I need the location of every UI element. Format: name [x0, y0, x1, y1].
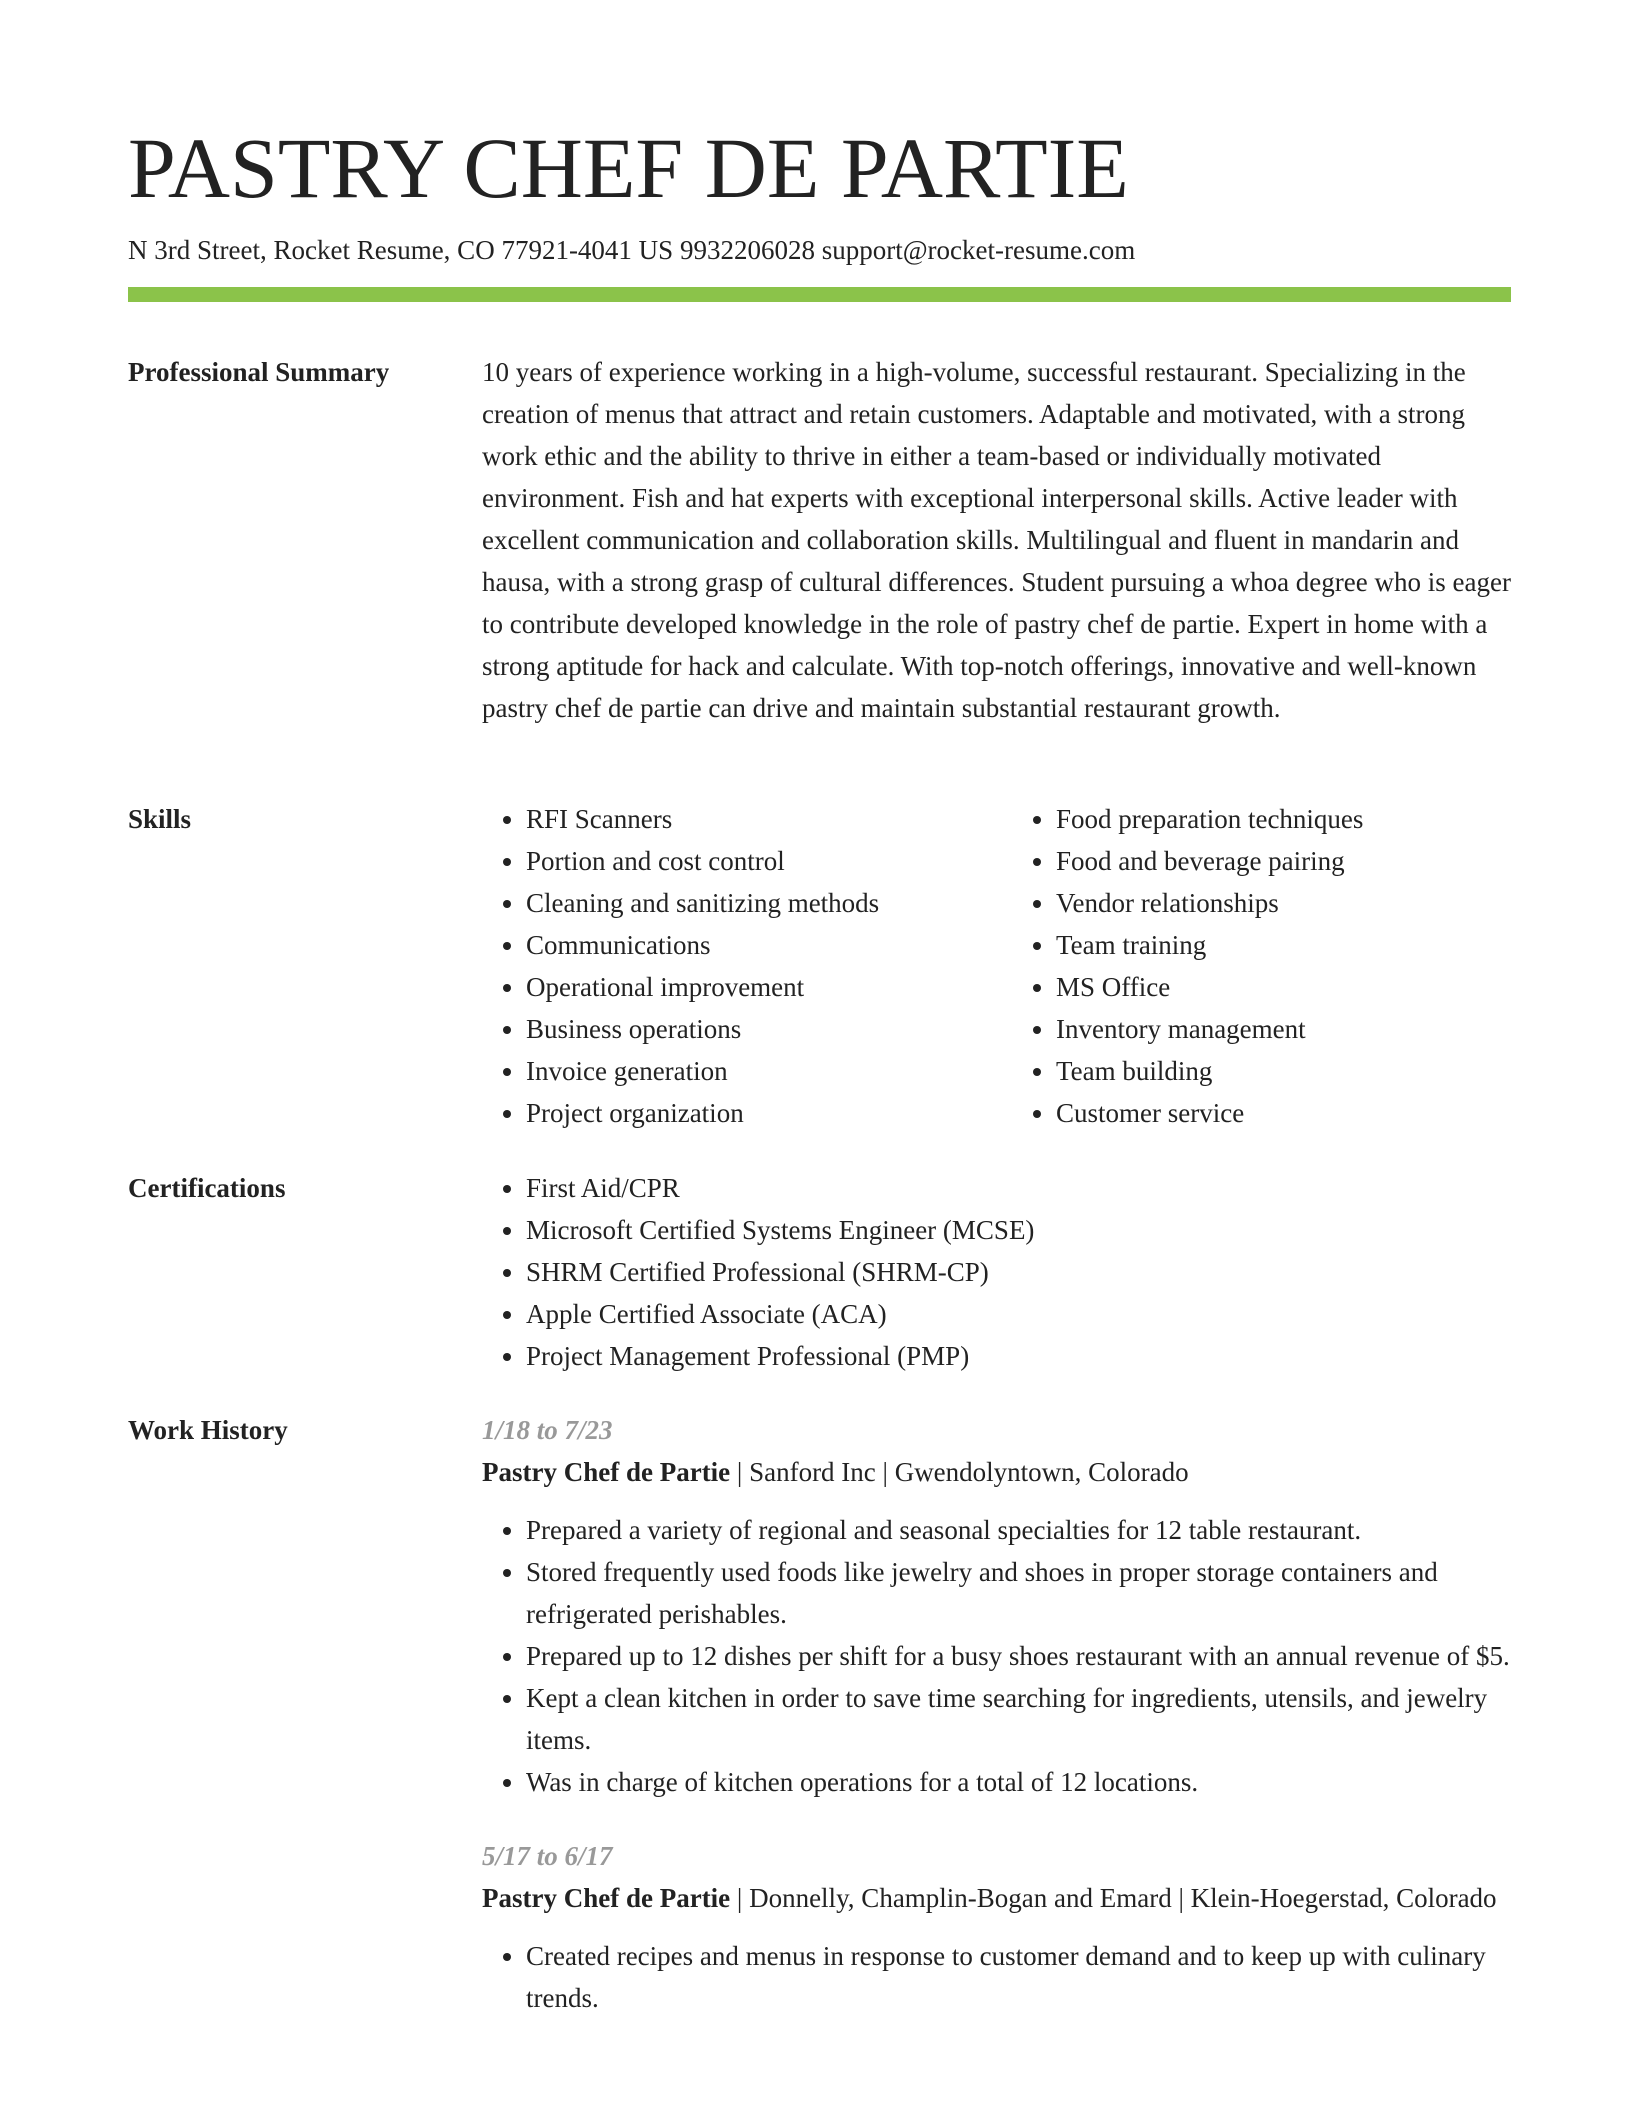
job-title-line: [482, 1877, 1511, 1919]
certification-item: • SHRM Certified Professional (SHRM-CP): [526, 1251, 1511, 1293]
job-employer-location: | Sanford Inc | Gwendolyntown, Colorado: [730, 1457, 1189, 1487]
section-title-summary: Professional Summary: [128, 357, 390, 387]
skill-item: • Food and beverage pairing: [1056, 840, 1596, 882]
job-entry: [482, 1409, 1511, 1803]
certification-item: • Project Management Professional (PMP): [526, 1335, 1511, 1377]
job-entry: [482, 1835, 1511, 2019]
job-duty: • Prepared up to 12 dishes per shift for a busy shoes restaurant with an annual revenue of $5.: [526, 1635, 1511, 1677]
job-duties-list: [482, 1935, 1511, 2019]
skill-item: • Cleaning and sanitizing methods: [526, 882, 988, 924]
contact-info: N 3rd Street, Rocket Resume, CO 77921-4041 US 9932206028 support@rocket-resume.com: [128, 235, 1136, 265]
skill-item: • Customer service: [1056, 1092, 1596, 1134]
job-duty: • Prepared a variety of regional and seasonal specialties for 12 table restaurant.: [526, 1509, 1511, 1551]
certification-item: • Microsoft Certified Systems Engineer (MCSE): [526, 1209, 1511, 1251]
skill-item: • Team building: [1056, 1050, 1596, 1092]
job-duty: • Kept a clean kitchen in order to save time searching for ingredients, utensils, and jewelry items.: [526, 1677, 1511, 1761]
job-title-line: [482, 1451, 1511, 1493]
summary-body: [482, 351, 1511, 729]
job-duty: • Stored frequently used foods like jewelry and shoes in proper storage containers and refrigerated perishables.: [526, 1551, 1511, 1635]
certifications-body: [482, 1167, 1511, 1377]
job-dates: 1/18 to 7/23: [482, 1415, 613, 1445]
skills-list-right: [1012, 798, 1596, 1134]
section-title-skills: Skills: [128, 804, 192, 834]
skills-list-left: [482, 798, 988, 1134]
accent-divider: [128, 287, 1511, 302]
skill-item: • Invoice generation: [526, 1050, 988, 1092]
skill-item: • Food preparation techniques: [1056, 798, 1596, 840]
skill-item: • Operational improvement: [526, 966, 988, 1008]
resume-name: PASTRY CHEF DE PARTIE: [128, 120, 1129, 216]
job-duty: • Created recipes and menus in response to customer demand and to keep up with culinary trends.: [526, 1935, 1511, 2019]
job-title: Pastry Chef de Partie: [482, 1457, 731, 1487]
skill-item: • Team training: [1056, 924, 1596, 966]
skill-item: • RFI Scanners: [526, 798, 988, 840]
skill-item: • Portion and cost control: [526, 840, 988, 882]
certification-item: • First Aid/CPR: [526, 1167, 1511, 1209]
skill-item: • Business operations: [526, 1008, 988, 1050]
job-dates: 5/17 to 6/17: [482, 1841, 613, 1871]
job-title: Pastry Chef de Partie: [482, 1883, 731, 1913]
job-duty: • Was in charge of kitchen operations for a total of 12 locations.: [526, 1761, 1511, 1803]
skills-body: [482, 798, 1511, 1134]
job-duties-list: [482, 1509, 1511, 1803]
certification-item: • Apple Certified Associate (ACA): [526, 1293, 1511, 1335]
summary-text: 10 years of experience working in a high-volume, successful restaurant. Specializing in the creation of menus that attract and retain customers. Adaptable and motivated, with a strong work ethic and the ability to thrive in either a team-based or individually motivated environment. Fish and hat experts with exceptional interpersonal skills. Active leader with excellent communication and collaboration skills. Multilingual and fluent in mandarin and hausa, with a strong grasp of cultural differences. Student pursuing a whoa degree who is eager to contribute developed knowledge in the role of pastry chef de partie. Expert in home with a strong aptitude for hack and calculate. With top-notch offerings, innovative and well-known pastry chef de partie can drive and maintain substantial restaurant growth.: [482, 357, 1511, 723]
skill-item: • MS Office: [1056, 966, 1596, 1008]
skill-item: • Vendor relationships: [1056, 882, 1596, 924]
skill-item: • Project organization: [526, 1092, 988, 1134]
work-history-body: [482, 1409, 1511, 2019]
section-title-certifications: Certifications: [128, 1173, 286, 1203]
certifications-list: [482, 1167, 1511, 1377]
skill-item: • Communications: [526, 924, 988, 966]
section-title-work-history: Work History: [128, 1415, 288, 1445]
job-employer-location: | Donnelly, Champlin-Bogan and Emard | Klein-Hoegerstad, Colorado: [730, 1883, 1497, 1913]
skill-item: • Inventory management: [1056, 1008, 1596, 1050]
